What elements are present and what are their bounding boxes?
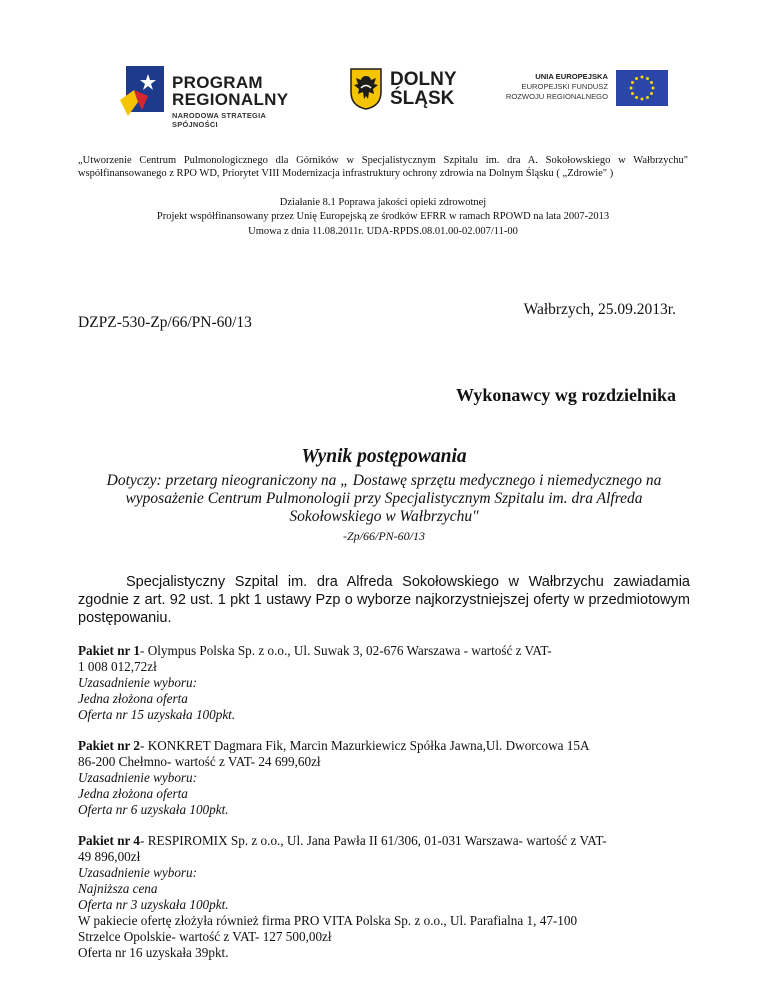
dolny-slask-logo (350, 68, 470, 118)
eu-star-icon (646, 77, 649, 80)
score: Oferta nr 6 uzyskała 100pkt. (78, 802, 229, 817)
header-logos (0, 62, 768, 129)
program-logo-line1: PROGRAM (172, 73, 263, 92)
score: Oferta nr 3 uzyskała 100pkt. (78, 897, 229, 912)
eu-star-icon (646, 96, 649, 99)
eu-star-icon (650, 92, 653, 95)
package-label: Pakiet nr 2 (78, 738, 141, 753)
justification: Jedna złożona oferta (78, 691, 188, 706)
eu-star-icon (635, 96, 638, 99)
package-line: 86-200 Chełmno- wartość z VAT- 24 699,60zł (78, 754, 321, 769)
eu-star-icon (641, 76, 644, 79)
eu-flag-icon (616, 70, 668, 106)
other-offer-line: W pakiecie ofertę złożyła również firma PRO VITA Polska Sp. z o.o., Ul. Parafialna 1, 47-100 (78, 913, 578, 928)
subject: Dotyczy: przetarg nieograniczony na „ Dostawę sprzętu medycznego i niemedycznego na wyposażenie Centrum Pulmonologii przy Specjalistycznym Szpitalu im. dra Alfreda Sokołowskiego w Wałbrzychu" (106, 472, 662, 525)
program-regionalny-star-icon (120, 66, 164, 122)
score: Oferta nr 15 uzyskała 100pkt. (78, 707, 236, 722)
package-1 (78, 643, 698, 723)
intro-paragraph: Specjalistyczny Szpital im. dra Alfreda Sokołowskiego w Wałbrzychu zawiadamia zgodnie z art. 92 ust. 1 pkt 1 ustawy Pzp o wyborze najkorzystniejszej oferty w przedmiotowym postępowaniu. (78, 574, 690, 626)
package-4 (78, 833, 698, 961)
justification: Jedna złożona oferta (78, 786, 188, 801)
program-regionalny-logo (120, 66, 310, 129)
eu-logo-line1: UNIA EUROPEJSKA (535, 72, 608, 81)
dolny-slask-line2: ŚLĄSK (390, 88, 455, 109)
eu-star-icon (631, 81, 634, 84)
package-2 (78, 738, 698, 818)
package-line: 49 896,00zł (78, 849, 141, 864)
package-line: - KONKRET Dagmara Fik, Marcin Mazurkiewicz Spółka Jawna,Ul. Dworcowa 15A (140, 738, 590, 753)
cofinance-line: Projekt współfinansowany przez Unię Europejską ze środków EFRR w ramach RPOWD na lata 2007-2013 (156, 211, 610, 222)
justification-label: Uzasadnienie wyboru: (78, 770, 198, 785)
eu-logo-line3: ROZWOJU REGIONALNEGO (505, 92, 608, 101)
agreement-line: Umowa z dnia 11.08.2011r. UDA-RPDS.08.01.00-02.007/11-00 (248, 226, 518, 237)
eu-star-icon (641, 98, 644, 101)
eu-logo-line2: EUROPEJSKI FUNDUSZ (521, 82, 608, 91)
package-line: 1 008 012,72zł (78, 659, 157, 674)
dolny-slask-line1: DOLNY (390, 69, 457, 90)
package-line: - RESPIROMIX Sp. z o.o., Ul. Jana Pawła II 61/306, 01-031 Warszawa- wartość z VAT- (140, 833, 607, 848)
eagle-shield-icon (350, 68, 382, 110)
justification-label: Uzasadnienie wyboru: (78, 865, 198, 880)
eu-star-icon (631, 92, 634, 95)
subject-reference: -Zp/66/PN-60/13 (342, 529, 425, 543)
recipients: Wykonawcy wg rozdzielnika (455, 385, 676, 405)
eu-star-icon (650, 81, 653, 84)
eu-star-icon (635, 77, 638, 80)
reference-number: DZPZ-530-Zp/66/PN-60/13 (78, 314, 252, 331)
document-title: Wynik postępowania (301, 446, 467, 467)
package-label: Pakiet nr 4 (78, 833, 141, 848)
justification: Najniższa cena (78, 881, 158, 896)
package-label: Pakiet nr 1 (78, 643, 141, 658)
other-offer-line: Oferta nr 16 uzyskała 39pkt. (78, 945, 229, 960)
package-line: - Olympus Polska Sp. z o.o., Ul. Suwak 3, 02-676 Warszawa - wartość z VAT- (140, 643, 552, 658)
eu-logo (505, 70, 668, 116)
other-offer-line: Strzelce Opolskie- wartość z VAT- 127 500,00zł (78, 929, 332, 944)
eu-star-icon (652, 87, 655, 90)
measure-line: Działanie 8.1 Poprawa jakości opieki zdrowotnej (279, 197, 487, 208)
justification-label: Uzasadnienie wyboru: (78, 675, 198, 690)
program-logo-line3: NARODOWA STRATEGIA SPÓJNOŚCI (172, 111, 266, 129)
eu-star-icon (630, 87, 633, 90)
place-date: Wałbrzych, 25.09.2013r. (523, 301, 676, 318)
project-title: „Utworzenie Centrum Pulmonologicznego dla Górników w Specjalistycznym Szpitalu im. dra A. Sokołowskiego w Wałbrzychu" współfinansowanego z RPO WD, Priorytet VIII Modernizacja infrastruktury ochrony zdrowia na Dolnym Śląsku ( „Zdrowie" ) (78, 155, 688, 179)
program-logo-line2: REGIONALNY (172, 90, 289, 109)
